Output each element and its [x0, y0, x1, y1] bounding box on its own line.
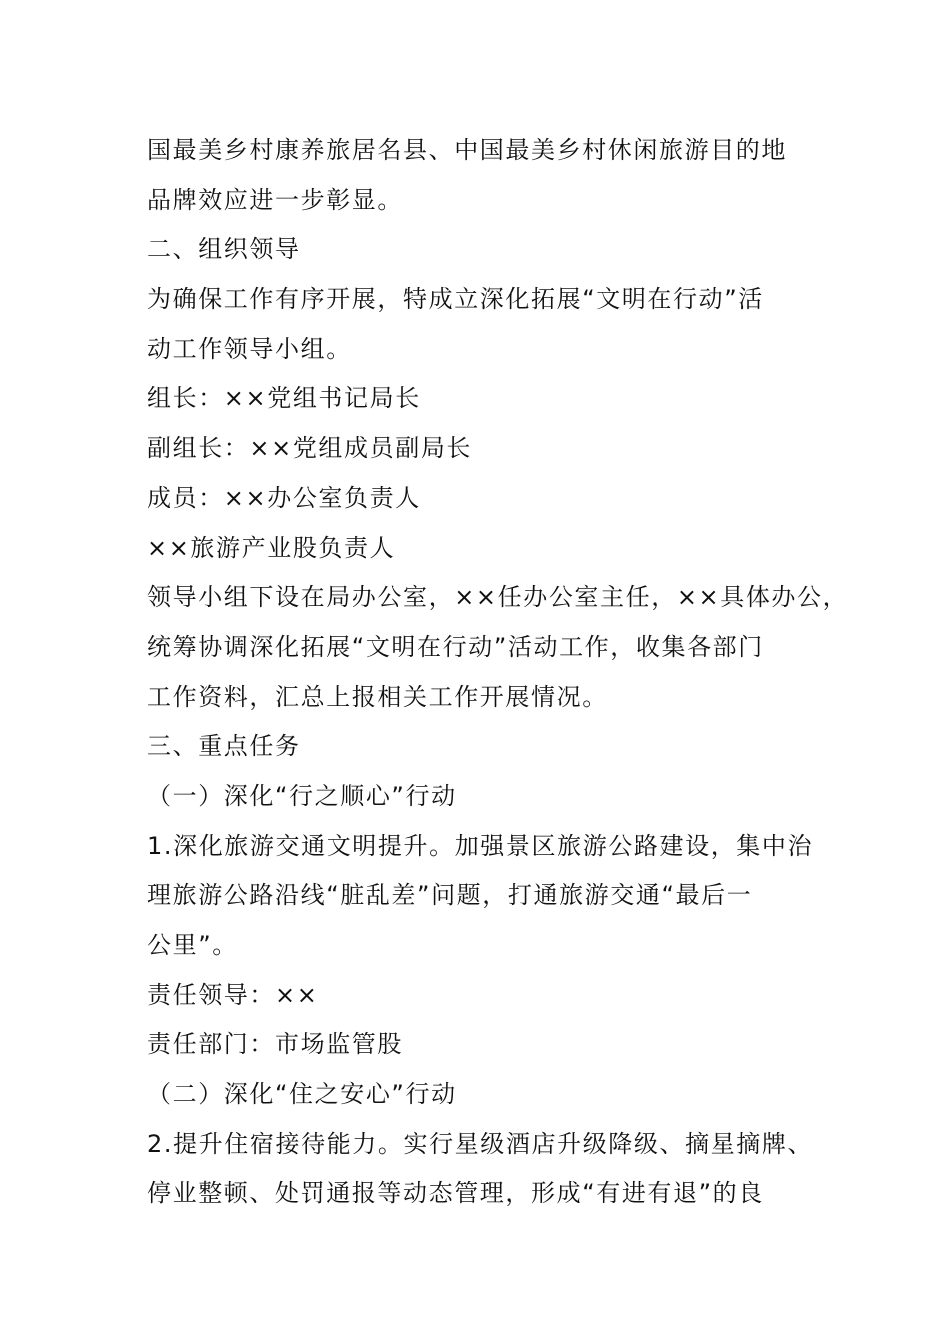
- section-heading: 二、组织领导: [147, 235, 301, 264]
- text-line: 公里”。: [147, 931, 238, 959]
- text-line: 领导小组下设在局办公室，××任办公室主任，××具体办公，: [147, 583, 849, 612]
- text-line: 1.深化旅游交通文明提升。加强景区旅游公路建设，集中治: [147, 831, 814, 860]
- text-line: 国最美乡村康养旅居名县、中国最美乡村休闲旅游目的地: [147, 136, 787, 164]
- text-line: 停业整顿、处罚通报等动态管理，形成“有进有退”的良: [147, 1179, 764, 1208]
- document-body: [147, 126, 849, 1219]
- text-line: 品牌效应进一步彰显。: [147, 185, 403, 214]
- text-line: 理旅游公路沿线“脏乱差”问题，打通旅游交通“最后一: [147, 881, 753, 910]
- text-line: 为确保工作有序开展，特成立深化拓展“文明在行动”活: [147, 285, 764, 314]
- text-line: 成员：××办公室负责人: [147, 483, 421, 512]
- subsection-heading: （一）深化“行之顺心”行动: [147, 781, 457, 810]
- section-heading: 三、重点任务: [147, 732, 301, 761]
- text-line: 责任部门：市场监管股: [147, 1030, 403, 1059]
- text-line: 工作资料，汇总上报相关工作开展情况。: [147, 682, 608, 711]
- text-line: 2.提升住宿接待能力。实行星级酒店升级降级、摘星摘牌、: [147, 1129, 814, 1158]
- text-line: 副组长：××党组成员副局长: [147, 434, 473, 463]
- text-line: 动工作领导小组。: [147, 334, 352, 363]
- subsection-heading: （二）深化“住之安心”行动: [147, 1080, 457, 1109]
- text-line: 组长：××党组书记局长: [147, 384, 421, 413]
- text-line: ××旅游产业股负责人: [147, 533, 396, 562]
- text-line: 责任领导：××: [147, 980, 319, 1009]
- text-line: 统筹协调深化拓展“文明在行动”活动工作，收集各部门: [147, 632, 764, 661]
